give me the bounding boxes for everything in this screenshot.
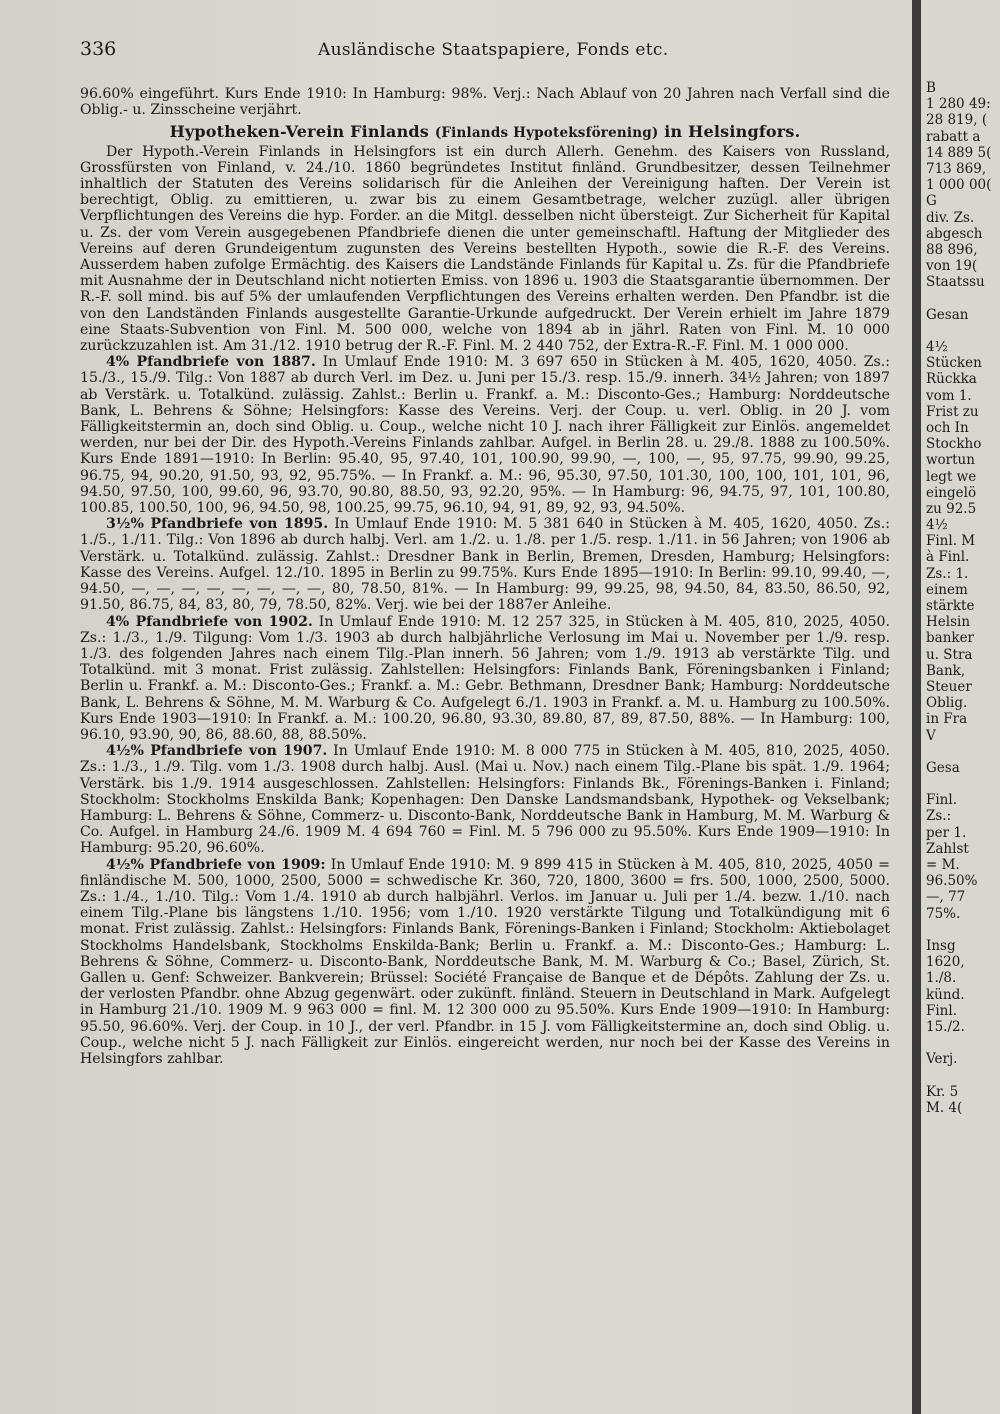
- fragment-line: [926, 323, 1000, 339]
- fragment-line: M. 4(: [926, 1099, 963, 1116]
- section-heading-sub: (Finlands Hypoteksförening): [434, 125, 659, 142]
- fragment-line: Frist zu: [926, 403, 979, 420]
- fragment-line: einem: [926, 581, 968, 598]
- fragment-line: Oblig.: [926, 695, 968, 712]
- issue-text: In Umlauf Ende 1910: M. 3 697 650 in Stücken à M. 405, 1620, 4050. Zs.: 15./3., 15./9. Tilg.: Von 1887 ab durch Verl. im Dez. u. Juni per 15./3. resp. 15./9. innerh. 34½ Jahren; von 1897 ab Verstärk. u. Totalkünd. zulässig. Zahlst.: Berlin u. Frankf. a. M.: Disconto-Ges.; Hamburg: Norddeutsche Bank, L. Behrens & Söhne; Helsingfors: Kasse des Vereins. Verj. der Coup. u. verl. Oblig. in 20 J. vom Fälligkeitstermin an, doch sind Oblig. u. Coup., welche nicht 10 J. nach ihrer Fälligkeit zur Einlös. angemeldet werden, nur bei der Dir. des Hypoth.-Vereins Finlands zahlbar. Aufgel. in Berlin 28. u. 29./8. 1888 zu 100.50%. Kurs Ende 1891—1910: In Berlin: 95.40, 95, 97.40, 101, 100.90, 99.90, —, 100, —, 95, 97.75, 99.90, 99.25, 96.75, 94, 90.20, 91.50, 93, 92, 95.75%. — In Frankf. a. M.: 96, 95.30, 97.50, 101.30, 100, 100, 101, 101, 96, 94.50, 97.50, 100, 99.60, 96, 93.70, 90.80, 88.50, 93, 92.20, 95%. — In Hamburg: 96, 94.75, 97, 101, 100.80, 100.85, 100.50, 100, 96, 94.50, 98, 100.25, 99.75, 96.10, 94, 91, 89, 92, 93, 94.50%.: [80, 354, 890, 517]
- section-heading-tail: in Helsingfors.: [664, 122, 801, 142]
- fragment-line: [926, 776, 1000, 792]
- page-number: 336: [80, 38, 117, 60]
- issue-1909: [80, 857, 890, 1068]
- fragment-line: 28 819, (: [926, 112, 988, 129]
- issue-title: 3½% Pfandbriefe von 1895.: [106, 516, 329, 533]
- fragment-line: 1 280 49:: [926, 96, 991, 113]
- fragment-line: 1./8.: [926, 970, 957, 987]
- fragment-line: legt we: [926, 468, 977, 485]
- section-heading: [80, 124, 890, 141]
- fragment-line: div. Zs.: [926, 209, 975, 226]
- issue-text: In Umlauf Ende 1910: M. 5 381 640 in Stücken à M. 405, 1620, 4050. Zs.: 1./5., 1./11. Tilg.: Von 1896 ab durch halbj. Verl. am 1./2. u. 1./8. per 1./5. resp. 1./11. in 56 Jahren; von 1906 ab Verstärk. u. Totalkünd. zulässig. Zahlst.: Dresdner Bank in Berlin, Bremen, Dresden, Hamburg; Helsingfors: Kasse des Vereins. Aufgel. 12./10. 1895 in Berlin zu 99.75%. Kurs Ende 1895—1910: In Berlin: 99.10, 99.40, —, 94.50, —, —, —, —, —, —, —, —, 80, 78.50, 81%. — In Hamburg: 99, 99.25, 98, 94.50, 84, 83.50, 86.50, 92, 91.50, 86.75, 84, 83, 80, 79, 78.50, 82%. Verj. wie bei der 1887er Anleihe.: [80, 516, 890, 614]
- fragment-line: 75%.: [926, 905, 961, 922]
- issue-1907: [80, 743, 890, 856]
- next-page-fragment: [926, 80, 1000, 1116]
- fragment-line: 88 896,: [926, 241, 978, 258]
- fragment-line: per 1.: [926, 824, 967, 841]
- fragment-line: eingelö: [926, 484, 977, 501]
- fragment-line: Zs.:: [926, 808, 952, 825]
- fragment-line: Zs.: 1.: [926, 565, 969, 582]
- fragment-line: 14 889 5(: [926, 144, 992, 161]
- intro-paragraph: 96.60% eingeführt. Kurs Ende 1910: In Hamburg: 98%. Verj.: Nach Ablauf von 20 Jahren nach Verfall sind die Oblig.- u. Zinsscheine verjährt.: [80, 86, 890, 119]
- issue-text: In Umlauf Ende 1910: M. 8 000 775 in Stücken à M. 405, 810, 2025, 4050. Zs.: 1./3., 1./9. Tilg. vom 1./3. 1908 durch halbj. Ausl. (Mai u. Nov.) nach einem Tilg.-Plane bis spät. 1./9. 1964; Verstärk. bis 1./9. 1914 ausgeschlossen. Zahlstellen: Helsingfors: Finlands Bk., Förenings-Banken i. Finland; Stockholm: Stockholms Enskilda Bank; Kopenhagen: Den Danske Landsmandsbank, Hypothek- og Vekselbank; Hamburg: L. Behrens & Söhne, Commerz- u. Disconto-Bank, Norddeutsche Bank in Hamburg, M. M. Warburg & Co. Aufgel. in Hamburg 24./6. 1909 M. 4 694 760 = Finl. M. 5 796 000 zu 95.50%. Kurs Ende 1909—1910: In Hamburg: 95.20, 96.60%.: [80, 743, 890, 857]
- fragment-line: —, 77: [926, 889, 966, 906]
- fragment-line: von 19(: [926, 258, 978, 275]
- fragment-line: banker: [926, 630, 975, 647]
- fragment-line: Kr. 5: [926, 1083, 959, 1100]
- fragment-line: stärkte: [926, 598, 975, 614]
- fragment-line: Steuer: [926, 678, 972, 695]
- fragment-line: Finl.: [926, 1002, 957, 1019]
- fragment-line: 4½: [926, 517, 948, 534]
- fragment-line: Zahlst: [926, 840, 969, 857]
- issue-title: 4% Pfandbriefe von 1902.: [106, 613, 313, 630]
- fragment-line: in Fra: [926, 711, 968, 728]
- fragment-line: Gesan: [926, 306, 969, 323]
- fragment-line: V: [926, 727, 936, 744]
- issue-1887: [80, 354, 890, 516]
- section-heading-main: Hypotheken-Verein Finlands: [169, 122, 430, 142]
- fragment-line: [926, 1067, 1000, 1083]
- binding-gutter: [912, 0, 921, 1414]
- fragment-line: Stücken: [926, 355, 982, 372]
- fragment-line: 713 869,: [926, 160, 987, 177]
- fragment-line: 1 000 00(: [926, 177, 992, 194]
- page-header: [80, 38, 900, 64]
- fragment-line: Stockho: [926, 436, 982, 453]
- issue-text: In Umlauf Ende 1910: M. 12 257 325, in Stücken à M. 405, 810, 2025, 4050. Zs.: 1./3., 1./9. Tilgung: Vom 1./3. 1903 ab durch halbjährliche Verlosung im Mai u. November per 1./9. resp. 1./3. des folgenden Jahres nach einem Tilg.-Plan innerh. 56 Jahren; vom 1./9. 1913 ab verstärkte Tilg. und Totalkünd. mit 3 monat. Frist zulässig. Zahlstellen: Helsingfors: Finlands Bank, Föreningsbanken i Finland; Berlin u. Frankf. a. M.: Disconto-Ges.; Frankf. a. M.: Gebr. Bethmann, Dresdner Bank; Hamburg: Norddeutsche Bank, L. Behrens & Söhne, M. M. Warburg & Co. Aufgelegt 6./1. 1903 in Frankf. a. M. u. Hamburg zu 100.50%. Kurs Ende 1903—1910: In Frankf. a. M.: 100.20, 96.80, 93.30, 89.80, 87, 89, 87.50, 88%. — In Hamburg: 100, 96.10, 93.90, 90, 86, 88.60, 88, 88.50%.: [80, 613, 890, 743]
- fragment-line: = M.: [926, 857, 960, 873]
- fragment-line: [926, 922, 1000, 938]
- fragment-line: Rückka: [926, 371, 977, 388]
- fragment-line: Gesa: [926, 759, 960, 776]
- fragment-line: Verj.: [926, 1051, 958, 1068]
- fragment-line: [926, 1035, 1000, 1051]
- fragment-line: Finl.: [926, 792, 957, 809]
- fragment-line: 1620,: [926, 954, 965, 971]
- running-title: Ausländische Staatspapiere, Fonds etc.: [318, 40, 669, 60]
- fragment-line: zu 92.5: [926, 500, 977, 517]
- issue-1902: [80, 614, 890, 744]
- fragment-line: Insg: [926, 937, 956, 954]
- issue-title: 4½% Pfandbriefe von 1909:: [106, 856, 326, 873]
- fragment-line: à Finl.: [926, 549, 970, 566]
- issue-title: 4% Pfandbriefe von 1887.: [106, 354, 316, 371]
- fragment-line: künd.: [926, 986, 965, 1003]
- fragment-line: och In: [926, 419, 969, 436]
- fragment-line: Bank,: [926, 662, 966, 679]
- fragment-line: [926, 744, 1000, 760]
- issue-1895: [80, 516, 890, 613]
- fragment-line: u. Stra: [926, 646, 973, 663]
- fragment-line: G: [926, 193, 937, 210]
- issue-title: 4½% Pfandbriefe von 1907.: [106, 743, 328, 760]
- fragment-line: 4½: [926, 339, 948, 355]
- fragment-line: rabatt a: [926, 128, 981, 145]
- fragment-line: vom 1.: [926, 387, 972, 404]
- main-column: [80, 86, 890, 1067]
- fragment-line: Helsin: [926, 614, 971, 631]
- fragment-line: Staatssu: [926, 274, 985, 291]
- section-description: Der Hypoth.-Verein Finlands in Helsingfors ist ein durch Allerh. Genehm. des Kaisers von Russland, Grossfürsten von Finland, v. 24./10. 1860 begründetes Institut finländ. Grundbesitzer, dessen Teilnehmer inhaltlich der Statuten des Vereins solidarisch für die Anleihen der Vereinigung haften. Der Verein ist berechtigt, Oblig. zu emittieren, u. zwar bis zu einem Gesamtbetrage, welcher zuzügl. aller übrigen Verpflichtungen des Vereins die hyp. Forder. an die Mitgl. desselben nicht übersteigt. Zur Sicherheit für Kapital u. Zs. der vom Verein ausgegebenen Pfandbriefe dienen die unter gemeinschaftl. Haftung der Mitglieder des Vereins auf deren Grundeigentum zugunsten des Vereins bestellten Hypoth., sowie die R.-F. des Vereins. Ausserdem haben zufolge Ermächtig. des Kaisers die Landstände Finlands für Kapital u. Zs. für die Pfandbriefe mit Ausnahme der in Deutschland nicht notierten Emiss. von 1896 u. 1903 die Staatsgarantie übernommen. Der R.-F. soll mind. bis auf 5% der umlaufenden Verpflichtungen des Vereins erhalten werden. Den Pfandbr. ist die von den Landständen Finlands ausgestellte Garantie-Urkunde aufgedruckt. Der Verein erhielt im Jahre 1879 eine Staats-Subvention von Finl. M. 500 000, welche von 1894 ab in jährl. Raten von Finl. M. 10 000 zurückzuzahlen ist. Am 31./12. 1910 betrug der R.-F. Finl. M. 2 440 752, der Extra-R.-F. Finl. M. 1 000 000.: [80, 143, 890, 355]
- fragment-line: 15./2.: [926, 1018, 965, 1035]
- fragment-line: abgesch: [926, 225, 983, 242]
- fragment-line: B: [926, 80, 936, 96]
- fragment-line: 96.50%: [926, 873, 978, 890]
- fragment-line: Finl. M: [926, 533, 976, 550]
- issue-text: In Umlauf Ende 1910: M. 9 899 415 in Stücken à M. 405, 810, 2025, 4050 = finländische M. 500, 1000, 2500, 5000 = schwedische Kr. 360, 720, 1800, 3600 = frs. 500, 1000, 2500, 5000. Zs.: 1./4., 1./10. Tilg.: Vom 1./4. 1910 ab durch halbjährl. Verlos. im Januar u. Juli per 1./4. bezw. 1./10. nach einem Tilg.-Plane bis längstens 1./10. 1956; vom 1./10. 1920 verstärkte Tilgung und Totalkündigung mit 6 monat. Frist zulässig. Zahlst.: Helsingfors: Finlands Bank, Förenings-Banken i Finland; Stockholm: Aktiebolaget Stockholms Handelsbank, Stockholms Enskilda-Bank; Berlin u. Frankf. a. M.: Disconto-Ges.; Hamburg: L. Behrens & Söhne, Commerz- u. Disconto-Bank, Norddeutsche Bank, M. M. Warburg & Co.; Basel, Zürich, St. Gallen u. Genf: Schweizer. Bankverein; Brüssel: Société Française de Banque et de Dépôts. Zahlung der Zs. u. der verlosten Pfandbr. ohne Abzug gegenwärt. oder zukünft. finländ. Steuern in Deutschland in Mark. Aufgelegt in Hamburg 21./10. 1909 M. 9 963 000 = finl. M. 12 300 000 zu 95.50%. Kurs Ende 1909—1910: In Hamburg: 95.50, 96.60%. Verj. der Coup. in 10 J., der verl. Pfandbr. in 15 J. vom Fälligkeitstermine an, doch sind Oblig. u. Coup., welche nicht 5 J. nach Fälligkeit zur Einlös. eingereicht werden, nur noch bei der Kasse des Vereins in Helsingfors zahlbar.: [80, 856, 890, 1067]
- fragment-line: wortun: [926, 452, 975, 469]
- fragment-line: [926, 290, 1000, 306]
